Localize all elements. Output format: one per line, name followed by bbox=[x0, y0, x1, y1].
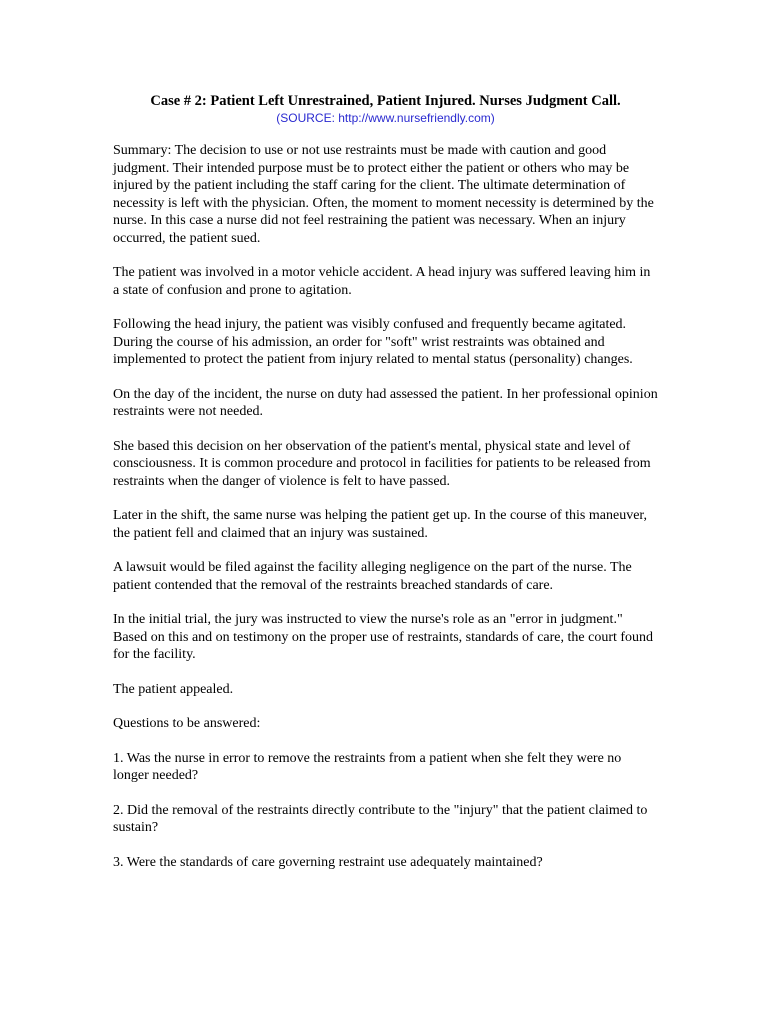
paragraph-trial: In the initial trial, the jury was instructed to view the nurse's role as an "error in judgment." Based on this and on testimony on the proper use of restraints, standards of care, the court found for the facility. bbox=[113, 612, 654, 662]
question-item: 2. Did the removal of the restraints directly contribute to the "injury" that the patient claimed to sustain? bbox=[113, 802, 648, 835]
paragraph-incident-day: On the day of the incident, the nurse on duty had assessed the patient. In her professional opinion restraints were not needed. bbox=[113, 386, 658, 419]
paragraph-lawsuit: A lawsuit would be filed against the facility alleging negligence on the part of the nurse. The patient contended that the removal of the restraints breached standards of care. bbox=[113, 560, 632, 593]
paragraph-fall: Later in the shift, the same nurse was helping the patient get up. In the course of this maneuver, the patient fell and claimed that an injury was sustained. bbox=[113, 508, 648, 541]
paragraph-summary: Summary: The decision to use or not use restraints must be made with caution and good judgment. Their intended purpose must be to protect either the patient or others who may be injured by the patient including the staff caring for the client. The ultimate determination of necessity is left with the physician. Often, the moment to moment necessity is determined by the nurse. In this case a nurse did not feel restraining the patient was necessary. When an injury occurred, the patient sued. bbox=[113, 143, 654, 246]
paragraph-appeal: The patient appealed. bbox=[113, 681, 234, 697]
paragraph-accident: The patient was involved in a motor vehicle accident. A head injury was suffered leaving him in a state of confusion and prone to agitation. bbox=[113, 265, 651, 298]
question-item: 3. Were the standards of care governing restraint use adequately maintained? bbox=[113, 854, 543, 870]
paragraph-restraint-order: Following the head injury, the patient was visibly confused and frequently became agitated. During the course of his admission, an order for "soft" wrist restraints was obtained and implemented to protect the patient from injury related to mental status (personality) changes. bbox=[113, 317, 633, 367]
questions-heading: Questions to be answered: bbox=[113, 716, 261, 731]
source-link[interactable]: (SOURCE: http://www.nursefriendly.com) bbox=[276, 111, 495, 125]
document-page bbox=[113, 92, 658, 888]
question-item: 1. Was the nurse in error to remove the restraints from a patient when she felt they were no longer needed? bbox=[113, 750, 622, 783]
document-title: Case # 2: Patient Left Unrestrained, Patient Injured. Nurses Judgment Call. bbox=[150, 93, 621, 109]
paragraph-decision-basis: She based this decision on her observation of the patient's mental, physical state and level of consciousness. It is common procedure and protocol in facilities for patients to be released from restraints when the danger of violence is felt to have passed. bbox=[113, 438, 651, 489]
